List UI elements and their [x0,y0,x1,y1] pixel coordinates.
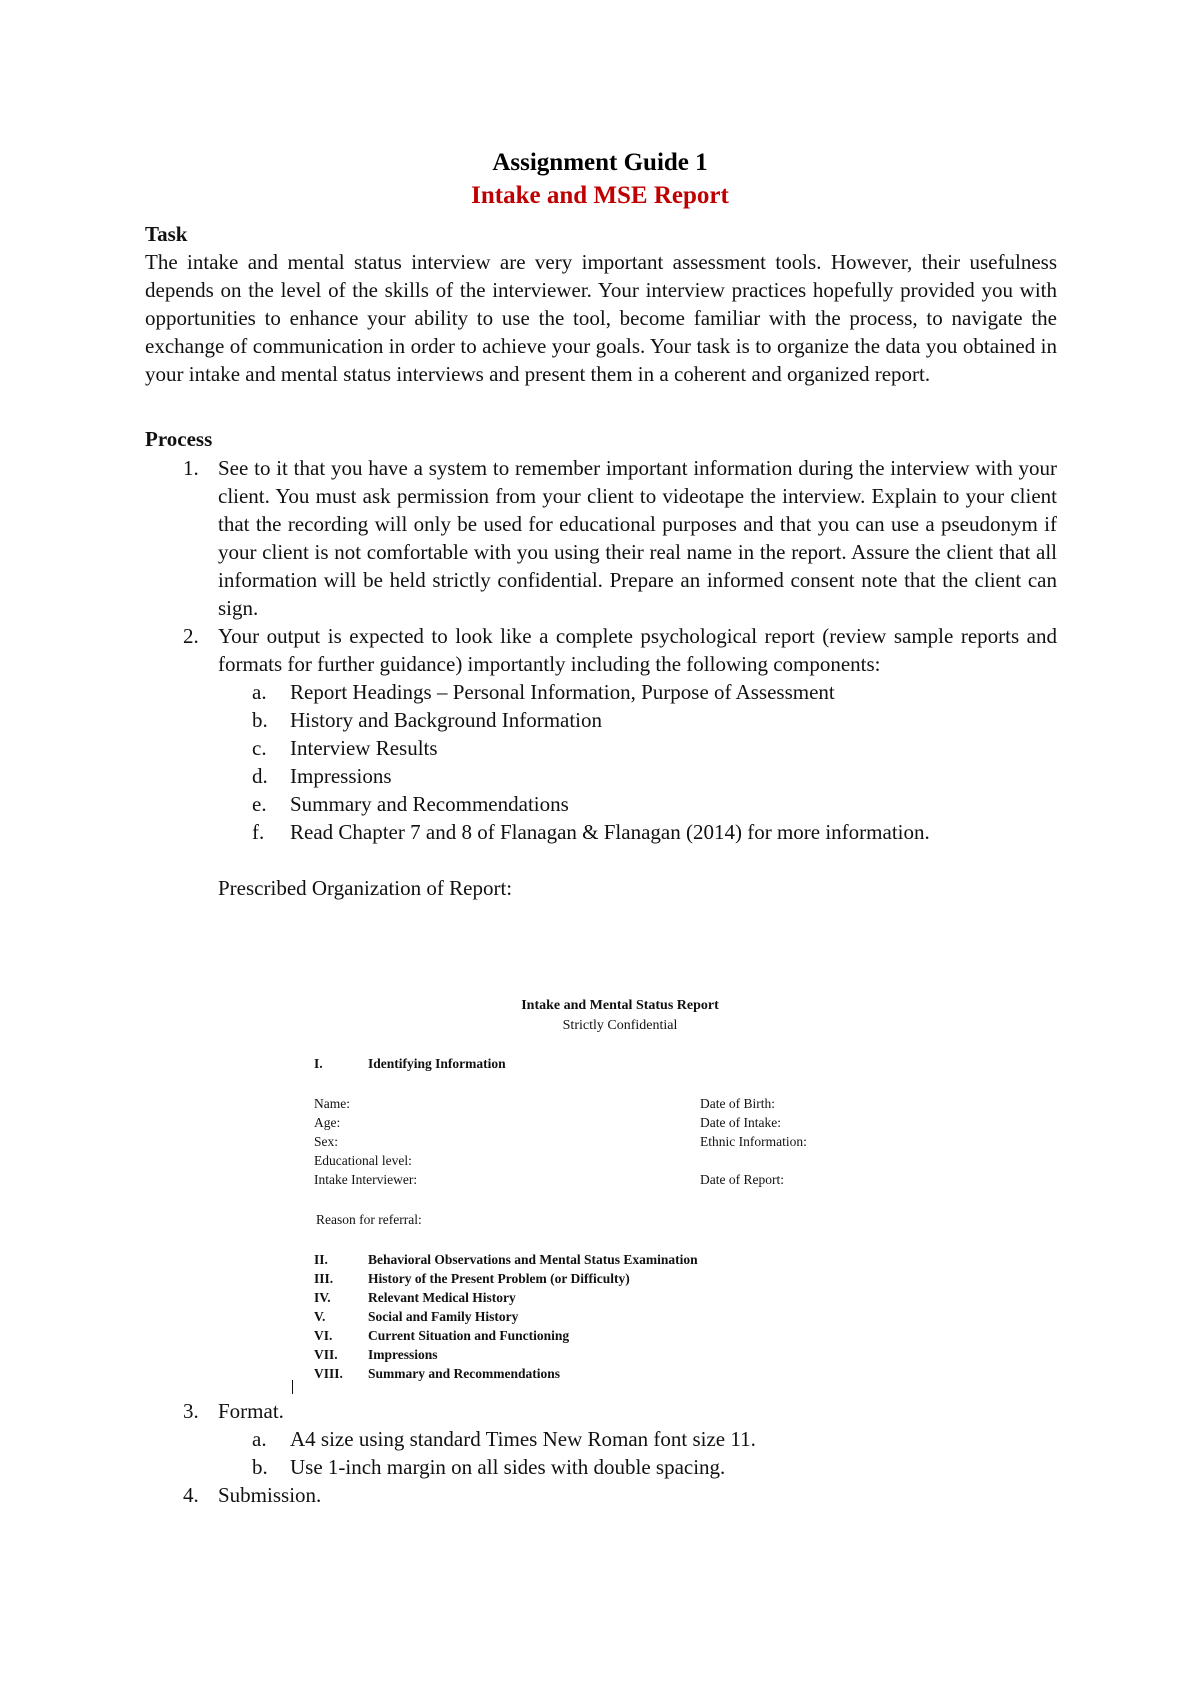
component-item [218,706,1057,734]
process-heading: Process [145,427,213,451]
component-letter: c. [252,736,267,760]
template-field-education: Educational level: [314,1153,412,1168]
template-field-name: Name: [314,1096,350,1111]
component-text: Report Headings – Personal Information, Purpose of Assessment [290,680,835,704]
template-subtitle: Strictly Confidential [562,1018,678,1033]
component-list [218,678,1057,846]
process-item-text: Format. [218,1399,284,1423]
template-field-intake-date: Date of Intake: [700,1115,781,1130]
format-text: A4 size using standard Times New Roman font size 11. [290,1427,756,1451]
component-item [218,678,1057,706]
process-item-text: Your output is expected to look like a complete psychological report (review sample reports and formats for further guidance) importantly including the following components: [218,624,1057,676]
process-item-2 [145,622,1057,902]
component-text: Interview Results [290,736,438,760]
component-item [218,818,1057,846]
component-letter: b. [252,708,268,732]
template-section-number: I. [314,1056,323,1071]
component-item [218,790,1057,818]
template-title: Intake and Mental Status Report [521,998,719,1013]
document-title: Assignment Guide 1 [492,149,708,176]
process-item-number: 2. [183,624,199,648]
process-item-1 [145,454,1057,622]
text-cursor-mark [292,1380,293,1394]
task-section [145,220,1057,388]
component-letter: f. [252,820,265,844]
task-paragraph: The intake and mental status interview are very important assessment tools. However, their usefulness depends on the level of the skills of the interviewer. Your interview practices hopefully provided you with opportunities to enhance your ability to use the tool, become familiar with the process, to navigate the exchange of communication in order to achieve your goals. Your task is to organize the data you obtained in your intake and mental status interviews and present them in a coherent and organized report. [145,250,1057,386]
task-heading: Task [145,222,188,246]
template-field-dob: Date of Birth: [700,1096,775,1111]
document-subtitle: Intake and MSE Report [471,182,729,209]
document-page: Assignment Guide 1 Intake and MSE Report Task The intake and mental status interview are very important assessment tools. However, their usefulness depends on the level of the skills of the interviewer. Your interview practices hopefully provided you with opportunities to enhance your ability to use the tool, become familiar with the process, to navigate the exchange of communication in order to achieve your goals. Your task is to organize the data you obtained in your intake and mental status interviews and present them in a coherent and organized report. Process 1. See to it that you have a system to remember important information during the interview with your client. You must ask permission from your client to videotape the interview. Explain to your client that the recording will only be used for educational purposes and that you can use a pseudonym if your client is not comfortable with you using their real name in the report. Assure the client that all information will be held strictly confidential. Prepare an informed consent note that the client can sign. 2. Your output is expected to look like a complete psychological report (review sample reports and formats for further guidance) importantly including the following components: a. Report Headings – Personal Information, Purpose of Assessment b. History and Background Information c. Interview Results d. Impressions e. Summary and Recommendations f. Read Chapter 7 and 8 of Flanagan & Flanagan (2014) for more information. Prescribed Organization of Report: Intake and Mental Status Report Strictly Confidential I. Identifying Information Name: Age: Sex: Educational level: Intake Interviewer: Date of Birth: Date of Intake: Ethnic Information: Date of Report: Reason for referral: II. Behavioral Observations and Mental Status Examination III. History of the Present Problem (or Difficulty) IV. Relevant Medical History V. Social and Family History VI. Current Situation and Functioning VII. Impressions VIII. Summary and Recommendations 3. Format. a. A4 size using standard Times New Roman font size 11. b. Use 1-inch margin on all sides with double spacing. 4. Submission. [0,0,1200,1698]
process-item-number: 3. [183,1399,199,1423]
template-field-report-date: Date of Report: [700,1172,784,1187]
format-letter: b. [252,1455,268,1479]
format-item [218,1425,1057,1453]
process-item-text: Submission. [218,1483,322,1507]
component-item [218,734,1057,762]
component-text: Read Chapter 7 and 8 of Flanagan & Flanagan (2014) for more information. [290,820,930,844]
format-item [218,1453,1057,1481]
process-item-number: 4. [183,1483,199,1507]
format-letter: a. [252,1427,267,1451]
template-reason-referral: Reason for referral: [316,1212,422,1227]
format-text: Use 1-inch margin on all sides with double spacing. [290,1455,726,1479]
component-letter: a. [252,680,267,704]
template-field-sex: Sex: [314,1134,339,1149]
template-field-age: Age: [314,1115,341,1130]
component-text: Impressions [290,764,392,788]
component-letter: d. [252,764,268,788]
component-item [218,762,1057,790]
component-text: Summary and Recommendations [290,792,569,816]
process-list [145,454,1057,902]
component-letter: e. [252,792,267,816]
template-field-ethnic: Ethnic Information: [700,1134,807,1149]
template-field-interviewer: Intake Interviewer: [314,1172,418,1187]
process-item-number: 1. [183,456,199,480]
prescribed-organization-label: Prescribed Organization of Report: [218,876,513,900]
process-list-continued [145,1397,1057,1509]
component-text: History and Background Information [290,708,603,732]
process-item-4 [145,1481,1057,1509]
template-section-label: Identifying Information [368,1056,506,1071]
process-item-text: See to it that you have a system to remember important information during the interview with your client. You must ask permission from your client to videotape the interview. Explain to your client that the recording will only be used for educational purposes and that you can use a pseudonym if your client is not comfortable with you using their real name in the report. Assure the client that all information will be held strictly confidential. Prepare an informed consent note that the client can sign. [218,456,1057,620]
process-item-3 [145,1397,1057,1481]
format-list [218,1425,1057,1481]
